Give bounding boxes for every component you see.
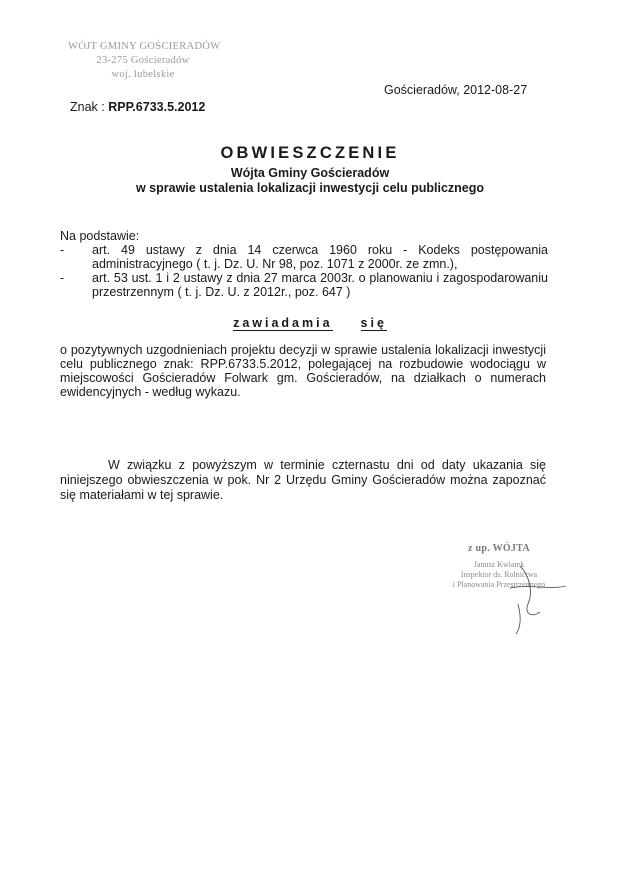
dash-bullet: - bbox=[60, 271, 65, 285]
stamp-line-1: WÓJT GMINY GOŚCIERADÓW bbox=[68, 41, 221, 52]
place-date: Gościeradów, 2012-08-27 bbox=[384, 83, 528, 97]
office-stamp bbox=[68, 40, 221, 82]
handwritten-signature bbox=[470, 560, 580, 640]
list-item bbox=[60, 271, 548, 299]
list-item bbox=[60, 243, 548, 271]
document-subtitle bbox=[0, 166, 620, 196]
subtitle-line-2: w sprawie ustalenia lokalizacji inwestycji celu publicznego bbox=[135, 181, 485, 195]
subtitle-line-1: Wójta Gminy Gościeradów bbox=[230, 166, 390, 180]
reference-label: Znak : bbox=[70, 100, 105, 114]
signature-header: z up. WÓJTA bbox=[467, 543, 531, 554]
legal-basis-item-2: art. 53 ust. 1 i 2 ustawy z dnia 27 marca 2003r. o planowaniu i zagospodarowaniu przestrzennym ( t. j. Dz. U. z 2012r., poz. 647 ) bbox=[92, 271, 548, 299]
dash-bullet: - bbox=[60, 243, 65, 257]
notice-paragraph: o pozytywnych uzgodnieniach projektu decyzji w sprawie ustalenia lokalizacji inwestycji celu publicznego znak: RPP.6733.5.2012, polegającej na rozbudowie wodociągu w miejscowości Gościeradów Folwark gm. Gościeradów, na działkach o numerach ewidencyjnych - według wykazu. bbox=[60, 343, 546, 399]
signature-department: i Planowania Przestrzennego bbox=[452, 580, 546, 589]
consultation-paragraph: W związku z powyższym w terminie czternastu dni od daty ukazania się niniejszego obwieszczenia w pok. Nr 2 Urzędu Gminy Gościeradów można zapoznać się materiałami w tej sprawie. bbox=[60, 458, 546, 502]
document-title: OBWIESZCZENIE bbox=[220, 144, 400, 162]
legal-basis-list bbox=[60, 243, 548, 299]
reference-value: RPP.6733.5.2012 bbox=[108, 100, 206, 114]
signature-name: Janusz Kwiatek bbox=[473, 560, 525, 569]
signature-position: Inspektor ds. Rolnictwa bbox=[460, 570, 538, 579]
notify-word-1: zawiadamia bbox=[233, 316, 333, 330]
notify-word-2: się bbox=[360, 316, 387, 330]
reference-number bbox=[70, 100, 205, 114]
notification-heading bbox=[0, 316, 620, 330]
legal-basis-heading: Na podstawie: bbox=[60, 229, 140, 243]
stamp-line-2: 23-275 Gościeradów bbox=[96, 55, 190, 66]
legal-basis-item-1: art. 49 ustawy z dnia 14 czerwca 1960 roku - Kodeks postępowania administracyjnego ( t. j. Dz. U. Nr 98, poz. 1071 z 2000r. ze zmn.), bbox=[92, 243, 548, 271]
stamp-line-3: woj. lubelskie bbox=[111, 69, 175, 80]
